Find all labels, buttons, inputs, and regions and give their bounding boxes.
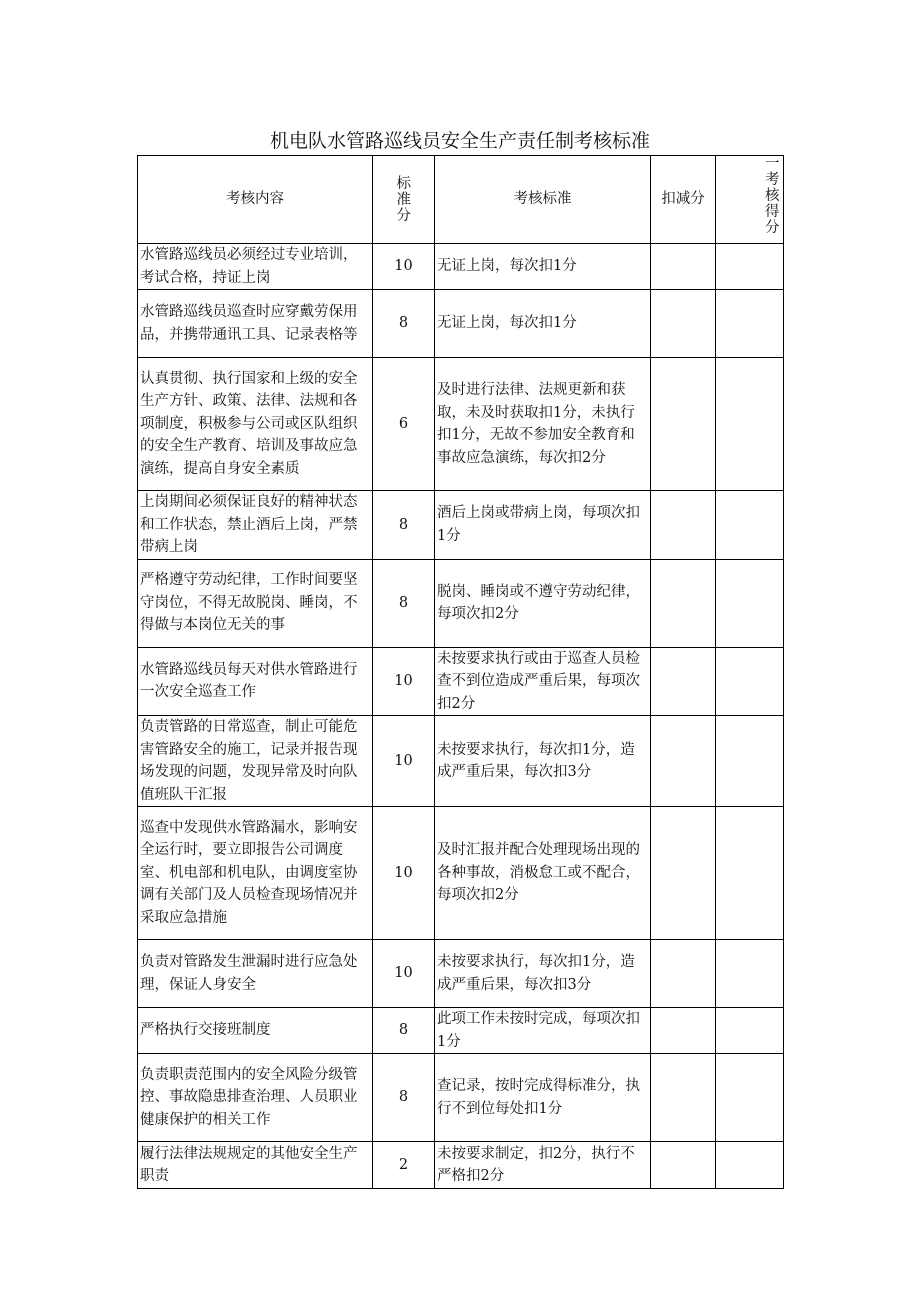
row-final-cell <box>716 1008 784 1054</box>
row-standard: 此项工作未按时完成，每项次扣1分 <box>435 1008 651 1054</box>
row-standard: 脱岗、睡岗或不遵守劳动纪律，每项次扣2分 <box>435 559 651 647</box>
row-content: 负责管路的日常巡查，制止可能危害管路安全的施工，记录并报告现场发现的问题，发现异常及时向队值班队干汇报 <box>138 716 373 807</box>
row-standard: 查记录，按时完成得标准分，执行不到位每处扣1分 <box>435 1054 651 1142</box>
row-standard: 未按要求执行，每次扣1分，造成严重后果，每次扣3分 <box>435 940 651 1008</box>
row-content: 负责职责范围内的安全风险分级管控、事故隐患排查治理、人员职业健康保护的相关工作 <box>138 1054 373 1142</box>
row-final-cell <box>716 491 784 560</box>
row-score: 10 <box>373 940 435 1008</box>
row-score: 8 <box>373 290 435 358</box>
row-content: 水管路巡线员必须经过专业培训，考试合格，持证上岗 <box>138 244 373 290</box>
row-final-cell <box>716 358 784 491</box>
row-standard: 未按要求执行，每次扣1分，造成严重后果，每次扣3分 <box>435 716 651 807</box>
page-title: 机电队水管路巡线员安全生产责任制考核标准 <box>269 130 650 152</box>
row-final-cell <box>716 1142 784 1189</box>
row-standard: 未按要求制定，扣2分，执行不严格扣2分 <box>435 1142 651 1189</box>
row-final-cell <box>716 290 784 358</box>
table-row <box>138 1008 784 1054</box>
row-standard: 无证上岗，每次扣1分 <box>435 244 651 290</box>
row-content: 水管路巡线员巡查时应穿戴劳保用品，并携带通讯工具、记录表格等 <box>138 290 373 358</box>
table-row <box>138 1054 784 1142</box>
table-row <box>138 647 784 716</box>
row-deduct-cell <box>651 716 716 807</box>
row-score: 8 <box>373 1054 435 1142</box>
table-row <box>138 559 784 647</box>
row-score: 6 <box>373 358 435 491</box>
row-final-cell <box>716 716 784 807</box>
row-standard: 及时汇报并配合处理现场出现的各种事故，消极怠工或不配合，每项次扣2分 <box>435 807 651 940</box>
row-score: 8 <box>373 1008 435 1054</box>
header-final <box>716 156 784 244</box>
header-score <box>373 156 435 244</box>
row-final-cell <box>716 1054 784 1142</box>
row-final-cell <box>716 559 784 647</box>
table-row <box>138 1142 784 1189</box>
header-content: 考核内容 <box>138 156 373 244</box>
row-content: 履行法律法规规定的其他安全生产职责 <box>138 1142 373 1189</box>
row-deduct-cell <box>651 559 716 647</box>
table-row <box>138 491 784 560</box>
table-row <box>138 940 784 1008</box>
row-standard: 无证上岗，每次扣1分 <box>435 290 651 358</box>
row-deduct-cell <box>651 491 716 560</box>
row-deduct-cell <box>651 940 716 1008</box>
table-row <box>138 716 784 807</box>
row-content: 认真贯彻、执行国家和上级的安全生产方针、政策、法律、法规和各项制度，积极参与公司或区队组织的安全生产教育、培训及事故应急演练，提高自身安全素质 <box>138 358 373 491</box>
row-deduct-cell <box>651 244 716 290</box>
row-score: 10 <box>373 807 435 940</box>
row-content: 上岗期间必须保证良好的精神状态和工作状态，禁止酒后上岗，严禁带病上岗 <box>138 491 373 560</box>
table-row <box>138 358 784 491</box>
row-score: 8 <box>373 491 435 560</box>
header-row <box>138 156 784 244</box>
row-deduct-cell <box>651 290 716 358</box>
row-deduct-cell <box>651 1008 716 1054</box>
row-score: 10 <box>373 716 435 807</box>
row-deduct-cell <box>651 807 716 940</box>
row-score: 2 <box>373 1142 435 1189</box>
table-row <box>138 244 784 290</box>
header-deduct: 扣减分 <box>651 156 716 244</box>
table-row <box>138 290 784 358</box>
row-final-cell <box>716 244 784 290</box>
row-score: 10 <box>373 647 435 716</box>
row-deduct-cell <box>651 358 716 491</box>
row-final-cell <box>716 940 784 1008</box>
row-final-cell <box>716 807 784 940</box>
header-final-text: 一考核得分 <box>765 156 780 236</box>
row-content: 水管路巡线员每天对供水管路进行一次安全巡查工作 <box>138 647 373 716</box>
row-score: 8 <box>373 559 435 647</box>
row-score: 10 <box>373 244 435 290</box>
row-deduct-cell <box>651 1054 716 1142</box>
row-deduct-cell <box>651 647 716 716</box>
header-standard: 考核标准 <box>435 156 651 244</box>
row-standard: 未按要求执行或由于巡查人员检查不到位造成严重后果，每项次扣2分 <box>435 647 651 716</box>
row-final-cell <box>716 647 784 716</box>
assessment-table <box>137 155 784 1189</box>
row-deduct-cell <box>651 1142 716 1189</box>
row-standard: 酒后上岗或带病上岗，每项次扣1分 <box>435 491 651 560</box>
table-row <box>138 807 784 940</box>
row-content: 严格执行交接班制度 <box>138 1008 373 1054</box>
row-content: 负责对管路发生泄漏时进行应急处理，保证人身安全 <box>138 940 373 1008</box>
row-content: 巡查中发现供水管路漏水，影响安全运行时，要立即报告公司调度室、机电部和机电队，由调度室协调有关部门及人员检查现场情况并采取应急措施 <box>138 807 373 940</box>
header-score-text: 标准分 <box>396 175 411 224</box>
row-content: 严格遵守劳动纪律，工作时间要坚守岗位，不得无故脱岗、睡岗，不得做与本岗位无关的事 <box>138 559 373 647</box>
row-standard: 及时进行法律、法规更新和获取，未及时获取扣1分，未执行扣1分，无故不参加安全教育和事故应急演练，每次扣2分 <box>435 358 651 491</box>
